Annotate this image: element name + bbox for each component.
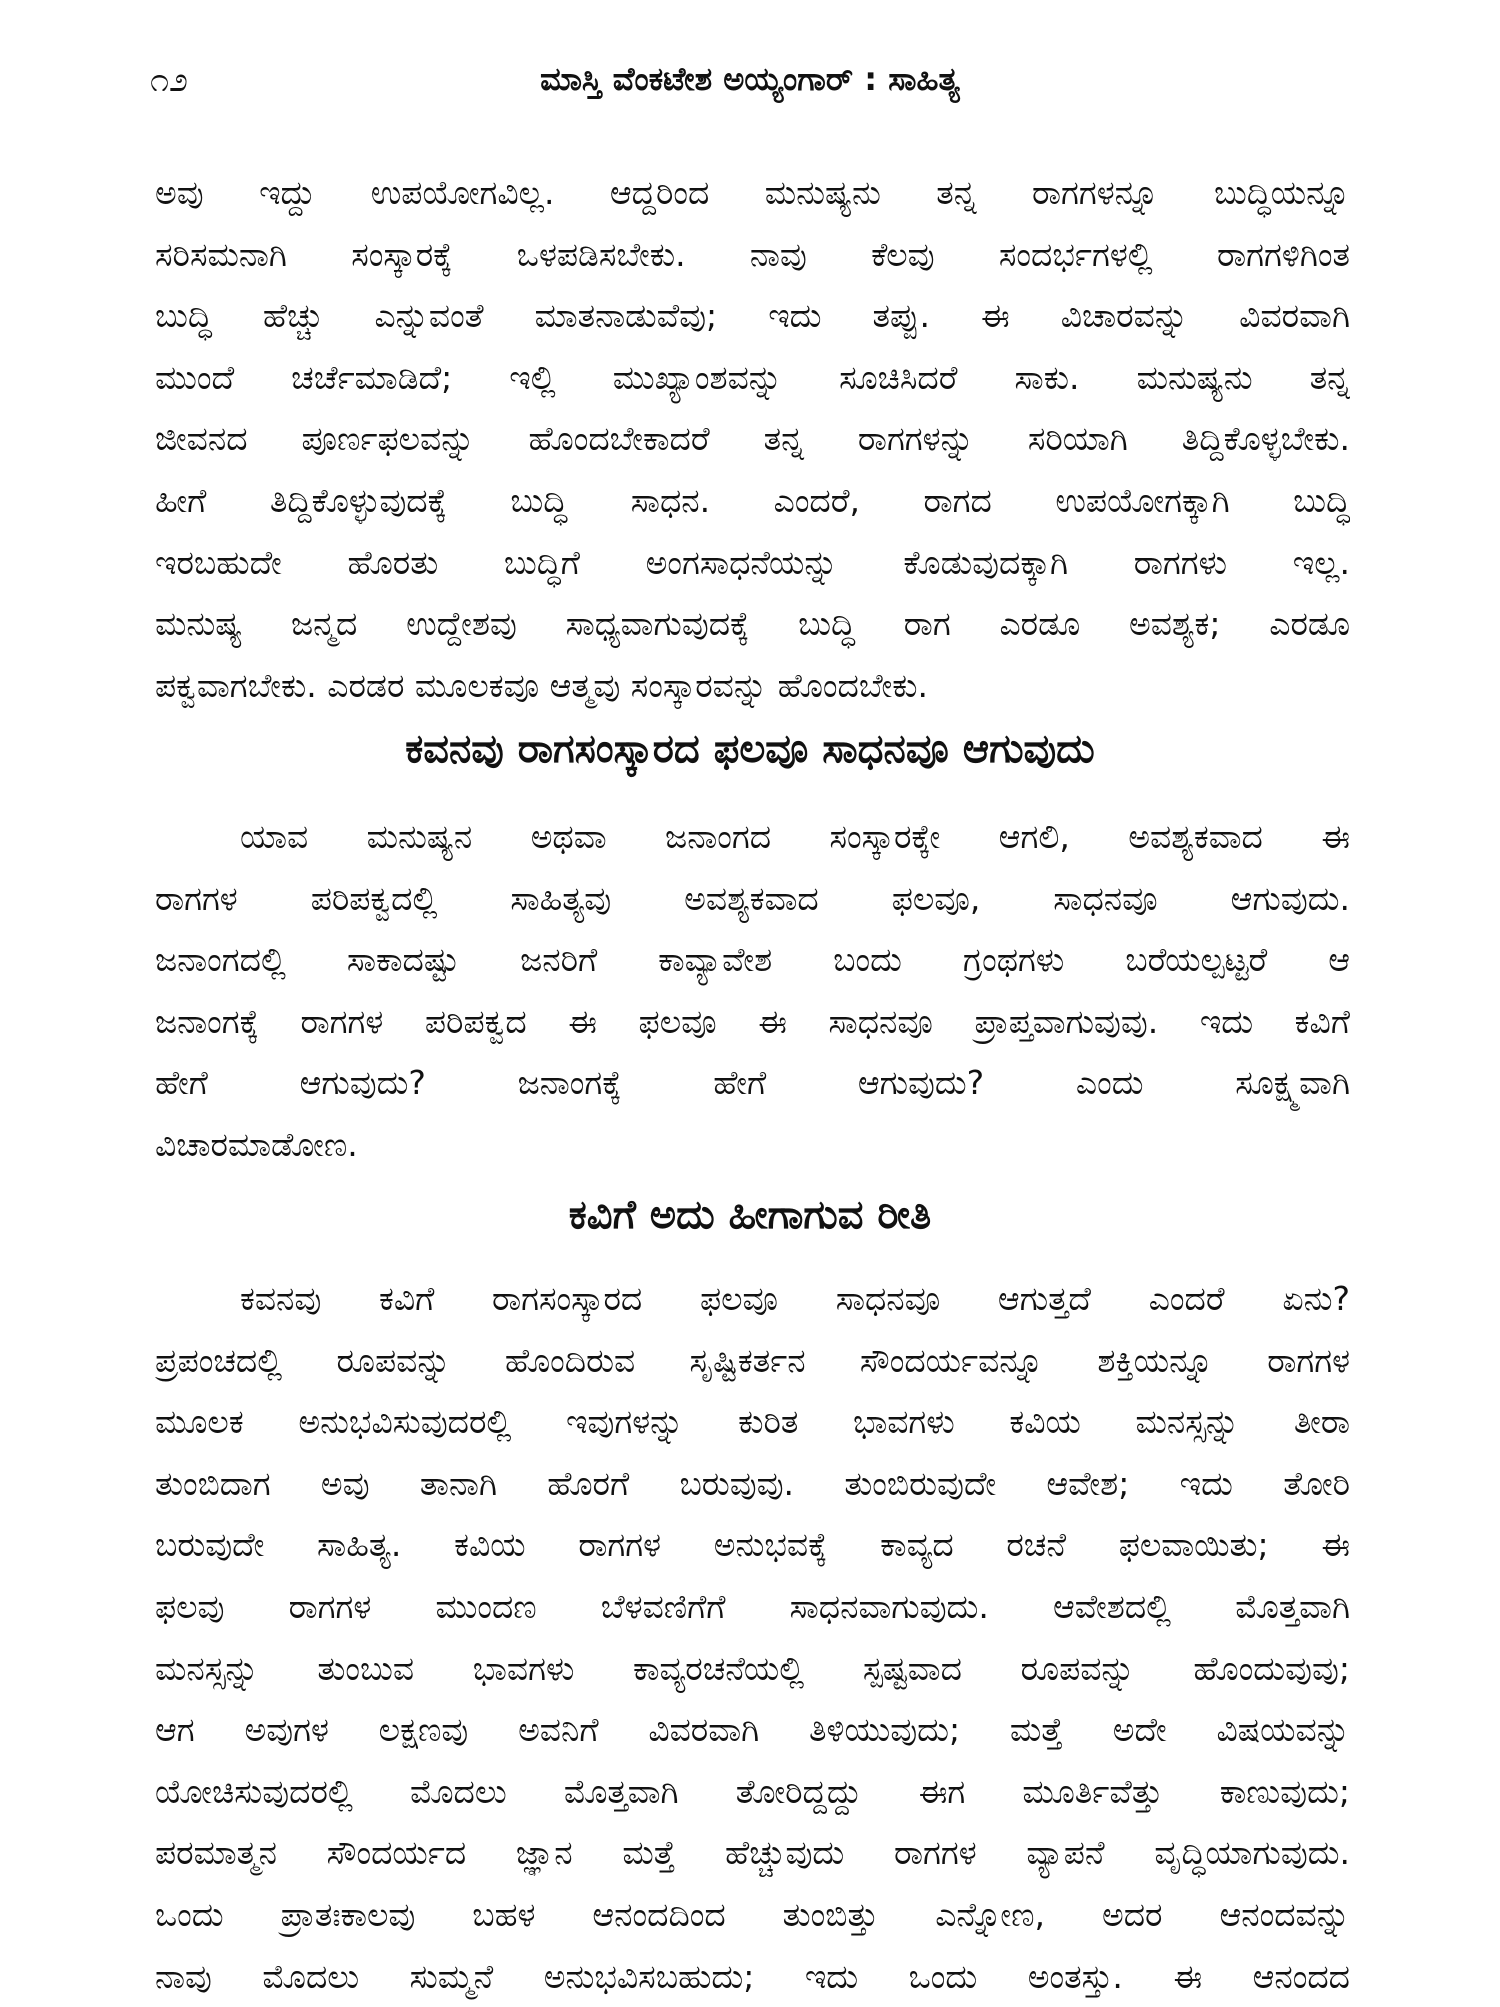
text-line: ವಿಚಾರಮಾಡೋಣ.: [155, 1124, 358, 1164]
text-line: ಮನಸ್ಸನ್ನು ತುಂಬುವ ಭಾವಗಳು ಕಾವ್ಯರಚನೆಯಲ್ಲಿ ಸ್ಪಷ್ಟವಾದ ರೂಪವನ್ನು ಹೊಂದುವುವು;: [155, 1648, 1350, 1688]
text-line: ಮೂಲಕ ಅನುಭವಿಸುವುದರಲ್ಲಿ ಇವುಗಳನ್ನು ಕುರಿತ ಭಾವಗಳು ಕವಿಯ ಮನಸ್ಸನ್ನು ತೀರಾ: [155, 1402, 1350, 1442]
text-line: ಆಗ ಅವುಗಳ ಲಕ್ಷಣವು ಅವನಿಗೆ ವಿವರವಾಗಿ ತಿಳಿಯುವುದು; ಮತ್ತೆ ಅದೇ ವಿಷಯವನ್ನು: [155, 1710, 1350, 1750]
text-line: ತುಂಬಿದಾಗ ಅವು ತಾನಾಗಿ ಹೊರಗೆ ಬರುವುವು. ತುಂಬಿರುವುದೇ ಆವೇಶ; ಇದು ತೋರಿ: [155, 1463, 1350, 1503]
paragraph-1: [155, 162, 1350, 716]
text-line: ಒಂದು ಪ್ರಾತಃಕಾಲವು ಬಹಳ ಆನಂದದಿಂದ ತುಂಬಿತ್ತು ಎನ್ನೋಣ, ಅದರ ಆನಂದವನ್ನು: [155, 1894, 1350, 1934]
text-line: ಮನುಷ್ಯ ಜನ್ಮದ ಉದ್ದೇಶವು ಸಾಧ್ಯವಾಗುವುದಕ್ಕೆ ಬುದ್ಧಿ ರಾಗ ಎರಡೂ ಅವಶ್ಯಕ; ಎರಡೂ: [155, 604, 1350, 644]
text-line: ಇರಬಹುದೇ ಹೊರತು ಬುದ್ಧಿಗೆ ಅಂಗಸಾಧನೆಯನ್ನು ಕೊಡುವುದಕ್ಕಾಗಿ ರಾಗಗಳು ಇಲ್ಲ.: [155, 542, 1350, 582]
text-line: ಪರಮಾತ್ಮನ ಸೌಂದರ್ಯದ ಜ್ಞಾನ ಮತ್ತೆ ಹೆಚ್ಚುವುದು ರಾಗಗಳ ವ್ಯಾಪನೆ ವೃದ್ಧಿಯಾಗುವುದು.: [155, 1833, 1350, 1873]
text-line: ಬುದ್ಧಿ ಹೆಚ್ಚು ಎನ್ನುವಂತೆ ಮಾತನಾಡುವೆವು; ಇದು ತಪ್ಪು. ಈ ವಿಚಾರವನ್ನು ವಿವರವಾಗಿ: [155, 296, 1350, 336]
text-line: ಹೇಗೆ ಆಗುವುದು? ಜನಾಂಗಕ್ಕೆ ಹೇಗೆ ಆಗುವುದು? ಎಂದು ಸೂಕ್ಷ್ಮವಾಗಿ: [155, 1063, 1350, 1103]
section-1-paragraph: [155, 806, 1350, 1176]
page-number: ೧೨: [150, 60, 189, 100]
text-line: ನಾವು ಮೊದಲು ಸುಮ್ಮನೆ ಅನುಭವಿಸಬಹುದು; ಇದು ಒಂದು ಅಂತಸ್ತು. ಈ ಆನಂದದ: [155, 1956, 1350, 1996]
text-line: ಪ್ರಪಂಚದಲ್ಲಿ ರೂಪವನ್ನು ಹೊಂದಿರುವ ಸೃಷ್ಟಿಕರ್ತನ ಸೌಂದರ್ಯವನ್ನೂ ಶಕ್ತಿಯನ್ನೂ ರಾಗಗಳ: [155, 1340, 1350, 1380]
text-line: ಯೋಚಿಸುವುದರಲ್ಲಿ ಮೊದಲು ಮೊತ್ತವಾಗಿ ತೋರಿದ್ದದ್ದು ಈಗ ಮೂರ್ತಿವೆತ್ತು ಕಾಣುವುದು;: [155, 1771, 1350, 1811]
text-line: ರಾಗಗಳ ಪರಿಪಕ್ವದಲ್ಲಿ ಸಾಹಿತ್ಯವು ಅವಶ್ಯಕವಾದ ಫಲವೂ, ಸಾಧನವೂ ಆಗುವುದು.: [155, 878, 1350, 918]
text-line: ಬರುವುದೇ ಸಾಹಿತ್ಯ. ಕವಿಯ ರಾಗಗಳ ಅನುಭವಕ್ಕೆ ಕಾವ್ಯದ ರಚನೆ ಫಲವಾಯಿತು; ಈ: [155, 1525, 1350, 1565]
text-line: ಮುಂದೆ ಚರ್ಚೆಮಾಡಿದೆ; ಇಲ್ಲಿ ಮುಖ್ಯಾಂಶವನ್ನು ಸೂಚಿಸಿದರೆ ಸಾಕು. ಮನುಷ್ಯನು ತನ್ನ: [155, 357, 1350, 397]
text-line: ಯಾವ ಮನುಷ್ಯನ ಅಥವಾ ಜನಾಂಗದ ಸಂಸ್ಕಾರಕ್ಕೇ ಆಗಲಿ, ಅವಶ್ಯಕವಾದ ಈ: [240, 817, 1350, 856]
text-line: ಜೀವನದ ಪೂರ್ಣಫಲವನ್ನು ಹೊಂದಬೇಕಾದರೆ ತನ್ನ ರಾಗಗಳನ್ನು ಸರಿಯಾಗಿ ತಿದ್ದಿಕೊಳ್ಳಬೇಕು.: [155, 419, 1350, 459]
text-line: ಅವು ಇದ್ದು ಉಪಯೋಗವಿಲ್ಲ. ಆದ್ದರಿಂದ ಮನುಷ್ಯನು ತನ್ನ ರಾಗಗಳನ್ನೂ ಬುದ್ಧಿಯನ್ನೂ: [155, 173, 1350, 212]
text-line: ಜನಾಂಗದಲ್ಲಿ ಸಾಕಾದಷ್ಟು ಜನರಿಗೆ ಕಾವ್ಯಾವೇಶ ಬಂದು ಗ್ರಂಥಗಳು ಬರೆಯಲ್ಪಟ್ಟರೆ ಆ: [155, 940, 1350, 980]
text-line: ಜನಾಂಗಕ್ಕೆ ರಾಗಗಳ ಪರಿಪಕ್ವದ ಈ ಫಲವೂ ಈ ಸಾಧನವೂ ಪ್ರಾಪ್ತವಾಗುವುವು. ಇದು ಕವಿಗೆ: [155, 1001, 1350, 1041]
text-line: ಕವನವು ಕವಿಗೆ ರಾಗಸಂಸ್ಕಾರದ ಫಲವೂ ಸಾಧನವೂ ಆಗುತ್ತದೆ ಎಂದರೆ ಏನು?: [240, 1279, 1350, 1318]
page-header: [140, 52, 1360, 112]
section-heading: ಕವನವು ರಾಗಸಂಸ್ಕಾರದ ಫಲವೂ ಸಾಧನವೂ ಆಗುವುದು: [405, 726, 1095, 772]
text-line: ಫಲವು ರಾಗಗಳ ಮುಂದಣ ಬೆಳವಣಿಗೆಗೆ ಸಾಧನವಾಗುವುದು. ಆವೇಶದಲ್ಲಿ ಮೊತ್ತವಾಗಿ: [155, 1586, 1350, 1626]
running-title: ಮಾಸ್ತಿ ವೆಂಕಟೇಶ ಅಯ್ಯಂಗಾರ್ : ಸಾಹಿತ್ಯ: [540, 60, 960, 98]
section-2-paragraph: [155, 1268, 1350, 2007]
text-line: ಪಕ್ವವಾಗಬೇಕು. ಎರಡರ ಮೂಲಕವೂ ಆತ್ಮವು ಸಂಸ್ಕಾರವನ್ನು ಹೊಂದಬೇಕು.: [155, 665, 929, 705]
text-line: ಹೀಗೆ ತಿದ್ದಿಕೊಳ್ಳುವುದಕ್ಕೆ ಬುದ್ಧಿ ಸಾಧನ. ಎಂದರೆ, ರಾಗದ ಉಪಯೋಗಕ್ಕಾಗಿ ಬುದ್ಧಿ: [155, 480, 1350, 520]
section-heading: ಕವಿಗೆ ಅದು ಹೀಗಾಗುವ ರೀತಿ: [568, 1192, 932, 1238]
text-line: ಸರಿಸಮನಾಗಿ ಸಂಸ್ಕಾರಕ್ಕೆ ಒಳಪಡಿಸಬೇಕು. ನಾವು ಕೆಲವು ಸಂದರ್ಭಗಳಲ್ಲಿ ರಾಗಗಳಿಗಿಂತ: [155, 234, 1350, 274]
